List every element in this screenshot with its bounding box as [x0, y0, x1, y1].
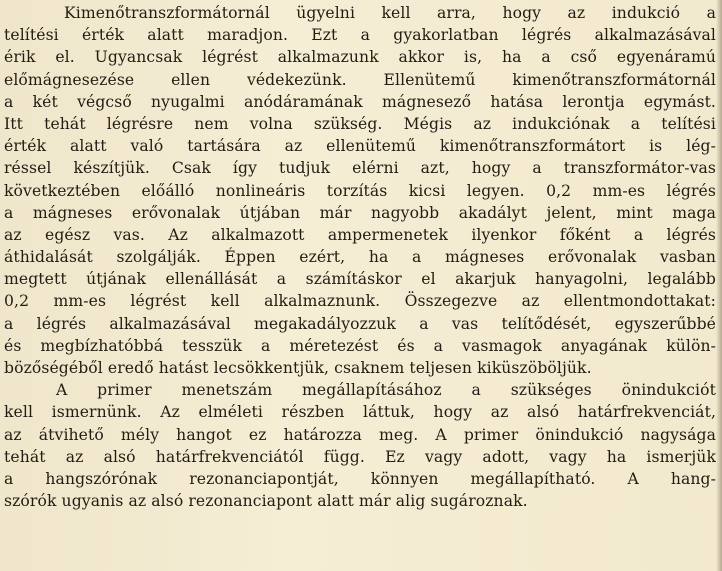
paragraph-1	[4, 2, 716, 379]
text-line: telítési érték alatt maradjon. Ezt a gyakorlatban légrés alkalmazásával	[4, 26, 716, 45]
text-line: bözőségéből eredő hatást lecsökkentjük, csaknem teljesen kiküszöböljük.	[4, 359, 592, 377]
text-line: a légrés alkalmazásával megakadályozzuk a vas telítődését, egyszerűbbé	[4, 314, 716, 333]
text-line: a hangszórónak rezonanciapontját, könnyen megállapítható. A hang-	[4, 469, 716, 488]
text-line: érték alatt való tartására az ellenütemű kimenőtranszformátort is lég-	[4, 137, 716, 156]
text-line: szórók ugyanis az alsó rezonanciapont alatt már alig sugároznak.	[4, 492, 528, 511]
text-line: előmágnesezése ellen védekezünk. Ellenütemű kimenőtranszformátornál	[4, 70, 716, 89]
text-line: kell ismernünk. Az elméleti részben láttuk, hogy az alsó határfrekvenciát,	[4, 403, 716, 422]
text-line: érik el. Ugyancsak légrést alkalmazunk akkor is, ha a cső egyenáramú	[4, 48, 716, 67]
text-line: 0,2 mm-es légrést kell alkalmaznunk. Összegezve az ellentmondottakat:	[4, 292, 716, 311]
paragraph-2	[4, 379, 716, 512]
text-line: a mágneses erővonalak útjában már nagyobb akadályt jelent, mint maga	[4, 203, 716, 222]
page-edge-shadow	[716, 0, 722, 571]
text-line: következtében előálló nonlineáris torzítás kicsi legyen. 0,2 mm-es légrés	[4, 181, 716, 200]
text-line: Kimenőtranszformátornál ügyelni kell arra, hogy az indukció a	[64, 4, 716, 22]
text-line: az átvihető mély hangot ez határozza meg. A primer önindukció nagysága	[4, 425, 716, 444]
body-text	[4, 2, 716, 512]
text-line: áthidalását szolgálják. Éppen ezért, ha a mágneses erővonalak vasban	[4, 248, 716, 267]
text-line: a két végcső nyugalmi anódáramának mágnesező hatása lerontja egymást.	[4, 92, 716, 111]
text-line: A primer menetszám megállapításához a szükséges önindukciót	[56, 381, 716, 400]
text-line: az egész vas. Az alkalmazott ampermenetek ilyenkor főként a légrés	[4, 225, 716, 244]
text-line: és megbízhatóbbá tesszük a méretezést és a vasmagok anyagának külön-	[4, 336, 716, 355]
text-line: réssel készítjük. Csak így tudjuk elérni azt, hogy a transzformátor-vas	[4, 159, 716, 178]
text-line: megtett útjának ellenállását a számításkor el akarjuk hanyagolni, legalább	[4, 270, 716, 289]
text-line: Itt tehát légrésre nem volna szükség. Mégis az indukciónak a telítési	[4, 114, 716, 133]
text-line: tehát az alsó határfrekvenciától függ. Ez vagy adott, vagy ha ismerjük	[4, 447, 716, 466]
